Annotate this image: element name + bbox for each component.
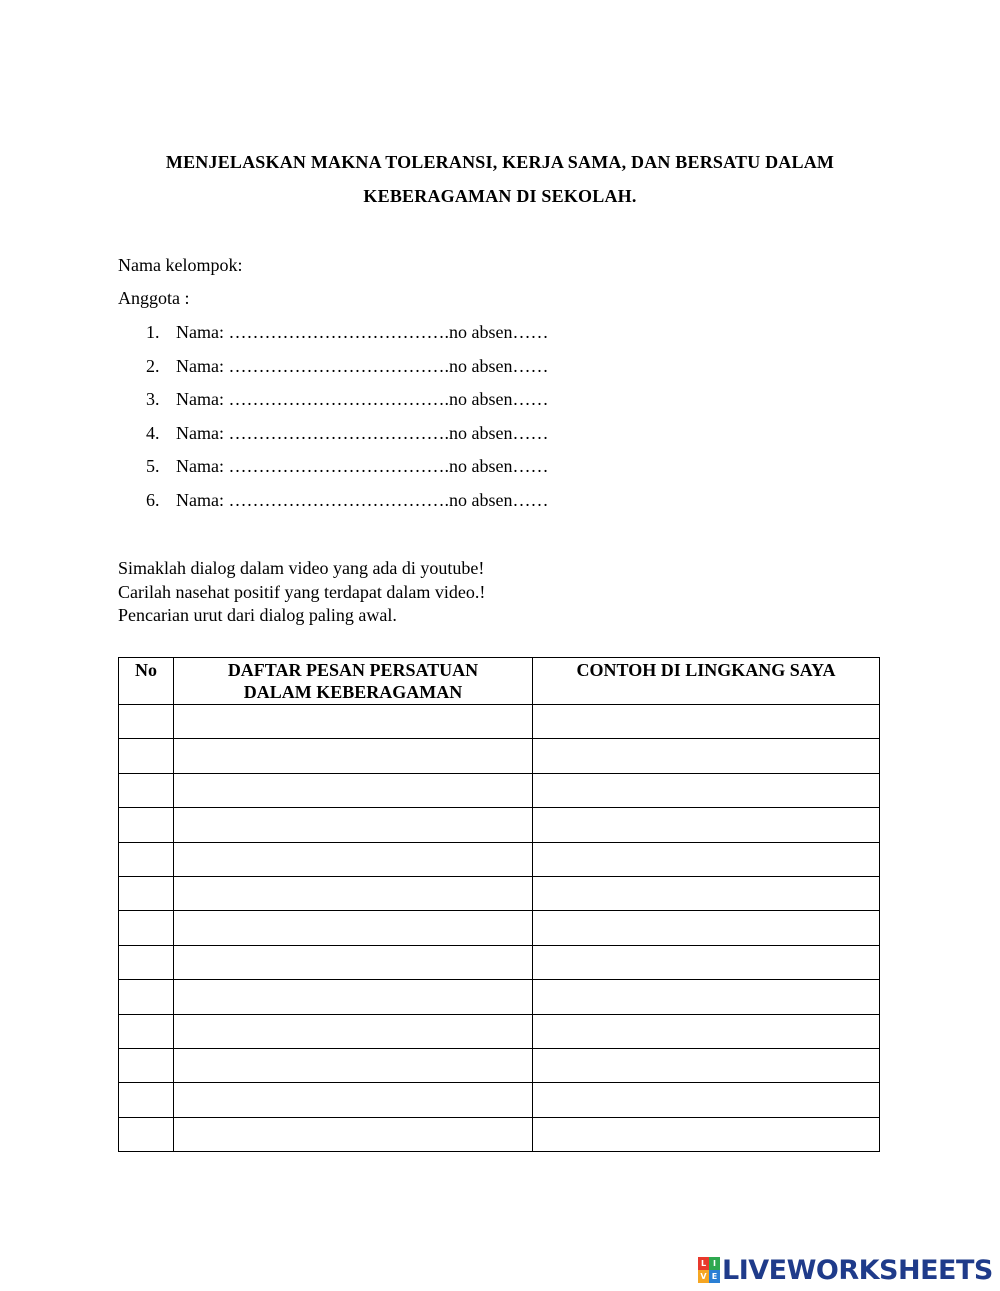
- member-number: 5.: [146, 456, 160, 477]
- table-header-row: [119, 658, 880, 705]
- cell-example[interactable]: [533, 739, 880, 773]
- table-row: [119, 1083, 880, 1117]
- member-number: 4.: [146, 422, 160, 443]
- table-row: [119, 876, 880, 910]
- table-row: [119, 773, 880, 807]
- table-row: [119, 842, 880, 876]
- liveworksheets-mark-icon: [698, 1257, 720, 1283]
- group-name-label: Nama kelompok:: [118, 255, 243, 275]
- cell-message[interactable]: [174, 1048, 533, 1082]
- table-body: [119, 705, 880, 1152]
- cell-no[interactable]: [119, 705, 174, 739]
- member-name-line[interactable]: Nama: ……………………………….no absen……: [176, 355, 549, 376]
- cell-no[interactable]: [119, 773, 174, 807]
- cell-no[interactable]: [119, 911, 174, 945]
- cell-message[interactable]: [174, 1014, 533, 1048]
- member-item: [0, 322, 1000, 356]
- member-item: [0, 423, 1000, 457]
- header-message-line-2: DALAM KEBERAGAMAN: [243, 682, 463, 702]
- instruction-line: Pencarian urut dari dialog paling awal.: [118, 605, 397, 625]
- cell-example[interactable]: [533, 773, 880, 807]
- cell-message[interactable]: [174, 1083, 533, 1117]
- cell-no[interactable]: [119, 980, 174, 1014]
- cell-message[interactable]: [174, 808, 533, 842]
- table-row: [119, 911, 880, 945]
- cell-no[interactable]: [119, 739, 174, 773]
- cell-message[interactable]: [174, 773, 533, 807]
- member-item: [0, 389, 1000, 423]
- table-row: [119, 808, 880, 842]
- member-number: 2.: [146, 355, 160, 376]
- table-row: [119, 980, 880, 1014]
- instructions: [118, 557, 485, 628]
- logo-mark-letter: E: [709, 1270, 720, 1283]
- cell-example[interactable]: [533, 945, 880, 979]
- member-name-line[interactable]: Nama: ……………………………….no absen……: [176, 456, 549, 477]
- cell-message[interactable]: [174, 739, 533, 773]
- cell-message[interactable]: [174, 911, 533, 945]
- table-row: [119, 705, 880, 739]
- cell-message[interactable]: [174, 705, 533, 739]
- table-row: [119, 945, 880, 979]
- cell-example[interactable]: [533, 876, 880, 910]
- table-row: [119, 1117, 880, 1151]
- member-name-line[interactable]: Nama: ……………………………….no absen……: [176, 422, 549, 443]
- logo-mark-letter: I: [709, 1257, 720, 1270]
- cell-example[interactable]: [533, 1083, 880, 1117]
- cell-example[interactable]: [533, 808, 880, 842]
- header-message-line-1: DAFTAR PESAN PERSATUAN: [227, 660, 479, 680]
- cell-message[interactable]: [174, 945, 533, 979]
- member-item: [0, 456, 1000, 490]
- cell-example[interactable]: [533, 1014, 880, 1048]
- member-number: 1.: [146, 322, 160, 342]
- worksheet-table: [118, 657, 880, 1152]
- cell-message[interactable]: [174, 980, 533, 1014]
- table-row: [119, 1048, 880, 1082]
- cell-example[interactable]: [533, 911, 880, 945]
- member-name-line[interactable]: Nama: ……………………………….no absen……: [176, 389, 549, 410]
- header-example: CONTOH DI LINGKANG SAYA: [533, 658, 880, 705]
- table-row: [119, 1014, 880, 1048]
- member-item: [0, 356, 1000, 390]
- logo-text: LIVEWORKSHEETS: [722, 1254, 993, 1286]
- instruction-line: Carilah nasehat positif yang terdapat dalam video.!: [118, 581, 486, 602]
- member-list: [0, 322, 1000, 524]
- cell-example[interactable]: [533, 980, 880, 1014]
- cell-no[interactable]: [119, 876, 174, 910]
- cell-message[interactable]: [174, 876, 533, 910]
- cell-no[interactable]: [119, 1048, 174, 1082]
- cell-message[interactable]: [174, 1117, 533, 1151]
- cell-no[interactable]: [119, 945, 174, 979]
- members-label: Anggota :: [118, 288, 190, 308]
- header-no: No: [119, 658, 174, 705]
- logo-mark-letter: L: [698, 1257, 709, 1270]
- cell-no[interactable]: [119, 1014, 174, 1048]
- cell-no[interactable]: [119, 808, 174, 842]
- cell-no[interactable]: [119, 1083, 174, 1117]
- member-item: [0, 490, 1000, 524]
- liveworksheets-logo: [698, 1254, 993, 1286]
- header-message-list: [174, 658, 533, 705]
- cell-example[interactable]: [533, 705, 880, 739]
- cell-example[interactable]: [533, 842, 880, 876]
- member-number: 6.: [146, 489, 160, 510]
- instruction-line: Simaklah dialog dalam video yang ada di youtube!: [118, 558, 485, 578]
- member-name-line[interactable]: Nama: ……………………………….no absen……: [176, 322, 549, 342]
- page-title-line-2: KEBERAGAMAN DI SEKOLAH.: [363, 186, 637, 206]
- logo-mark-letter: V: [698, 1270, 709, 1283]
- cell-example[interactable]: [533, 1048, 880, 1082]
- cell-message[interactable]: [174, 842, 533, 876]
- member-name-line[interactable]: Nama: ……………………………….no absen……: [176, 489, 549, 510]
- page-title-line-1: MENJELASKAN MAKNA TOLERANSI, KERJA SAMA, DAN BERSATU DALAM: [165, 152, 835, 172]
- member-number: 3.: [146, 389, 160, 410]
- table-row: [119, 739, 880, 773]
- cell-example[interactable]: [533, 1117, 880, 1151]
- cell-no[interactable]: [119, 842, 174, 876]
- cell-no[interactable]: [119, 1117, 174, 1151]
